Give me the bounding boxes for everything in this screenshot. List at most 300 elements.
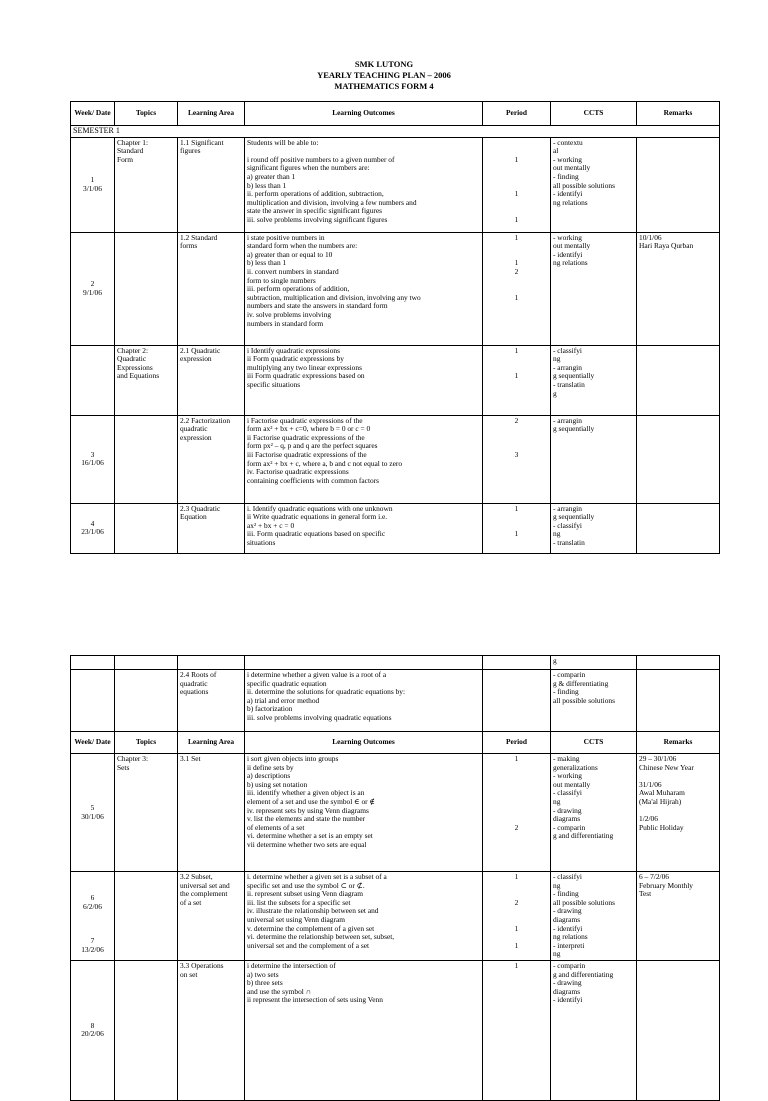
remarks-cell bbox=[637, 656, 720, 670]
cell-line bbox=[73, 929, 112, 938]
col-learning-area: Learning Area bbox=[178, 732, 245, 754]
cell-line: generalizations bbox=[553, 763, 598, 772]
week-cell bbox=[71, 415, 115, 503]
cell-line: - identifyi bbox=[553, 190, 583, 199]
cell-line: - translatin bbox=[553, 538, 585, 547]
learning-outcomes-cell bbox=[245, 872, 483, 961]
cell-line: ng bbox=[553, 530, 561, 539]
cell-line: - classifyi bbox=[553, 873, 582, 881]
cell-line: iii. list the subsets for a specific set bbox=[247, 898, 351, 907]
cell-line: 20/2/06 bbox=[81, 1030, 104, 1039]
remarks-cell bbox=[637, 503, 720, 553]
cell-line: 9/1/06 bbox=[83, 288, 102, 297]
learning-area-cell bbox=[178, 137, 245, 232]
cell-line: a) trial and error method bbox=[247, 696, 320, 705]
cell-line: diagrams bbox=[553, 915, 581, 924]
cell-line: - finding bbox=[553, 172, 579, 181]
cell-line: i. Identify quadratic equations with one unknown bbox=[247, 504, 393, 513]
learning-outcomes-cell bbox=[245, 656, 483, 670]
cell-line bbox=[485, 522, 548, 531]
col-topics: Topics bbox=[115, 102, 178, 126]
table-row bbox=[71, 754, 720, 872]
cell-line: iv. illustrate the relationship between set and bbox=[247, 907, 379, 916]
ccts-cell bbox=[551, 670, 637, 732]
cell-line: Public Holiday bbox=[639, 823, 684, 832]
cell-line: 6/2/06 bbox=[83, 903, 102, 912]
learning-area-cell bbox=[178, 656, 245, 670]
ccts-cell bbox=[551, 232, 637, 345]
cell-line: 10/1/06 bbox=[639, 233, 662, 242]
learning-area-cell bbox=[178, 670, 245, 732]
cell-line: g bbox=[553, 657, 557, 665]
cell-line: state the answer in specific significant figures bbox=[247, 207, 383, 216]
cell-line bbox=[485, 933, 548, 942]
cell-line bbox=[485, 277, 548, 286]
ccts-cell bbox=[551, 503, 637, 553]
cell-line: - arrangin bbox=[553, 416, 582, 425]
cell-line bbox=[73, 912, 112, 921]
cell-line: the complement bbox=[180, 890, 228, 899]
cell-line: 2 bbox=[514, 898, 519, 907]
cell-line: 6 – 7/2/06 bbox=[639, 873, 669, 881]
cell-line: form px² – q, p and q are the perfect squares bbox=[247, 442, 378, 451]
cell-line: ii represent the intersection of sets using Venn bbox=[247, 996, 383, 1005]
ccts-cell bbox=[551, 137, 637, 232]
learning-outcomes-cell bbox=[245, 503, 483, 553]
cell-line: g & differentiating bbox=[553, 679, 609, 688]
cell-line bbox=[485, 425, 548, 434]
cell-line bbox=[485, 164, 548, 173]
cell-line: ii. perform operations of addition, subtraction, bbox=[247, 190, 384, 199]
learning-outcomes-cell bbox=[245, 960, 483, 1100]
cell-line: form to single numbers bbox=[247, 276, 316, 285]
cell-line: subtraction, multiplication and division, involving any two bbox=[247, 293, 421, 302]
cell-line: g bbox=[553, 389, 557, 398]
cell-line: - comparin bbox=[553, 823, 586, 832]
learning-area-cell bbox=[178, 503, 245, 553]
cell-line: iv. solve problems involving bbox=[247, 310, 332, 319]
cell-line: specific set and use the symbol ⊂ or ⊄. bbox=[247, 881, 365, 890]
cell-line bbox=[485, 789, 548, 798]
learning-area-cell bbox=[178, 754, 245, 872]
cell-line: and Equations bbox=[117, 372, 160, 381]
cell-line: universal set using Venn diagram bbox=[247, 915, 345, 924]
cell-line: i sort given objects into groups bbox=[247, 755, 339, 763]
cell-line: iii. solve problems involving quadratic equations bbox=[247, 713, 392, 722]
cell-line: out mentally bbox=[553, 780, 591, 789]
cell-line: g sequentially bbox=[553, 425, 595, 434]
cell-line: 1 bbox=[514, 215, 519, 224]
cell-line: equations bbox=[180, 688, 209, 697]
cell-line bbox=[485, 434, 548, 443]
cell-line: g and differentiating bbox=[553, 970, 614, 979]
cell-line: i determine the intersection of bbox=[247, 961, 336, 970]
cell-line: ng relations bbox=[553, 259, 588, 268]
cell-line: Awal Muharam bbox=[639, 789, 685, 798]
cell-line: ii. represent subset using Venn diagram bbox=[247, 890, 364, 899]
cell-line: 1 bbox=[514, 259, 519, 268]
table-row bbox=[71, 656, 720, 670]
learning-outcomes-cell bbox=[245, 232, 483, 345]
period-cell bbox=[483, 960, 551, 1100]
period-cell bbox=[483, 503, 551, 553]
cell-line: 3 bbox=[90, 450, 95, 459]
cell-line: significant figures when the numbers are: bbox=[247, 164, 370, 173]
ccts-cell bbox=[551, 960, 637, 1100]
cell-line: - finding bbox=[553, 890, 579, 899]
cell-line: of a set bbox=[180, 898, 202, 907]
week-cell bbox=[71, 503, 115, 553]
cell-line: b) three sets bbox=[247, 979, 283, 988]
cell-line: 1 bbox=[514, 155, 519, 164]
cell-line: 1 bbox=[514, 755, 519, 763]
col-week: Week/ Date bbox=[71, 102, 115, 126]
cell-line: g sequentially bbox=[553, 372, 595, 381]
cell-line: 1 bbox=[514, 346, 519, 355]
cell-line: vi. determine the relationship between set, subset, bbox=[247, 933, 395, 942]
ccts-cell bbox=[551, 415, 637, 503]
cell-line: Chapter 3: bbox=[117, 755, 148, 763]
cell-line: - working bbox=[553, 233, 582, 242]
ccts-cell bbox=[551, 754, 637, 872]
cell-line: Quadratic bbox=[117, 355, 147, 364]
topic-cell bbox=[115, 872, 178, 961]
cell-line: 1.1 Significant bbox=[180, 138, 224, 147]
cell-line: - drawing bbox=[553, 979, 582, 988]
cell-line: - drawing bbox=[553, 806, 582, 815]
cell-line bbox=[485, 251, 548, 260]
cell-line: 2.4 Roots of bbox=[180, 671, 217, 679]
topic-cell bbox=[115, 960, 178, 1100]
cell-line bbox=[485, 781, 548, 790]
cell-line bbox=[639, 807, 717, 816]
cell-line bbox=[73, 920, 112, 929]
cell-line: i state positive numbers in bbox=[247, 233, 325, 242]
cell-line: 1 bbox=[514, 530, 519, 539]
cell-line: ng bbox=[553, 797, 561, 806]
cell-line: 1 bbox=[90, 176, 95, 184]
cell-line: specific situations bbox=[247, 380, 301, 389]
cell-line: 1 bbox=[514, 233, 519, 242]
topic-cell bbox=[115, 415, 178, 503]
remarks-cell bbox=[637, 960, 720, 1100]
cell-line: Chapter 2: bbox=[117, 346, 148, 355]
topic-cell bbox=[115, 670, 178, 732]
learning-area-cell bbox=[178, 345, 245, 415]
table-row bbox=[71, 960, 720, 1100]
learning-outcomes-cell bbox=[245, 670, 483, 732]
cell-line: forms bbox=[180, 242, 198, 251]
cell-line: 30/1/06 bbox=[81, 812, 104, 821]
cell-line: 1.2 Standard bbox=[180, 233, 218, 242]
cell-line: ax² + bx + c = 0 bbox=[247, 521, 295, 530]
cell-line bbox=[247, 147, 480, 156]
cell-line: universal set and the complement of a set bbox=[247, 941, 370, 950]
remarks-cell bbox=[637, 754, 720, 872]
cell-line bbox=[73, 886, 112, 895]
cell-line bbox=[485, 173, 548, 182]
remarks-cell bbox=[637, 137, 720, 232]
cell-line bbox=[485, 147, 548, 156]
cell-line: situations bbox=[247, 538, 276, 547]
cell-line: quadratic bbox=[180, 679, 208, 688]
cell-line: specific quadratic equation bbox=[247, 679, 327, 688]
cell-line: - classifyi bbox=[553, 346, 582, 355]
col-learning-outcomes: Learning Outcomes bbox=[245, 102, 483, 126]
cell-line bbox=[639, 772, 717, 781]
cell-line: all possible solutions bbox=[553, 898, 616, 907]
week-cell bbox=[71, 137, 115, 232]
cell-line: 4 bbox=[90, 519, 95, 528]
cell-line: 13/2/06 bbox=[81, 946, 104, 955]
learning-area-cell bbox=[178, 960, 245, 1100]
cell-line: Test bbox=[639, 890, 652, 899]
cell-line: 1 bbox=[514, 941, 519, 950]
cell-line: February Monthly bbox=[639, 881, 693, 890]
cell-line: Expressions bbox=[117, 363, 153, 372]
cell-line: - finding bbox=[553, 688, 579, 697]
period-cell bbox=[483, 137, 551, 232]
week-cell bbox=[71, 656, 115, 670]
cell-line: - classifyi bbox=[553, 789, 582, 798]
table-row bbox=[71, 872, 720, 961]
cell-line: - identifyi bbox=[553, 250, 583, 259]
subject-title: MATHEMATICS FORM 4 bbox=[334, 81, 434, 91]
col-learning-area: Learning Area bbox=[178, 102, 245, 126]
cell-line: of elements of a set bbox=[247, 823, 305, 832]
cell-line bbox=[485, 442, 548, 451]
cell-line: 1 bbox=[514, 961, 519, 970]
cell-line: - interpreti bbox=[553, 941, 585, 950]
cell-line: ii Write quadratic equations in general form i.e. bbox=[247, 513, 388, 522]
cell-line: Equation bbox=[180, 513, 207, 522]
cell-line: diagrams bbox=[553, 815, 581, 824]
cell-line: 2 bbox=[514, 267, 519, 276]
period-cell bbox=[483, 656, 551, 670]
cell-line: - working bbox=[553, 772, 582, 781]
learning-area-cell bbox=[178, 232, 245, 345]
cell-line: ng relations bbox=[553, 198, 588, 207]
cell-line: a) greater than or equal to 10 bbox=[247, 250, 333, 259]
cell-line bbox=[485, 764, 548, 773]
cell-line: 2 bbox=[514, 416, 519, 425]
cell-line: b) less than 1 bbox=[247, 259, 287, 268]
cell-line: 6 bbox=[90, 894, 95, 903]
cell-line: i determine whether a given value is a root of a bbox=[247, 671, 387, 679]
cell-line: i Factorise quadratic expressions of the bbox=[247, 416, 363, 425]
cell-line bbox=[485, 772, 548, 781]
cell-line: Sets bbox=[117, 763, 130, 772]
col-learning-outcomes: Learning Outcomes bbox=[245, 732, 483, 754]
cell-line: expression bbox=[180, 355, 212, 364]
cell-line: 2 bbox=[514, 823, 519, 832]
topic-cell bbox=[115, 503, 178, 553]
cell-line bbox=[485, 242, 548, 251]
cell-line: i Identify quadratic expressions bbox=[247, 346, 340, 355]
col-period: Period bbox=[483, 102, 551, 126]
cell-line: ii Form quadratic expressions by bbox=[247, 355, 344, 364]
col-period: Period bbox=[483, 732, 551, 754]
cell-line: iv. Factorise quadratic expressions bbox=[247, 468, 349, 477]
cell-line: ng bbox=[553, 355, 561, 364]
cell-line: - arrangin bbox=[553, 363, 582, 372]
week-cell bbox=[71, 670, 115, 732]
cell-line: - contextu bbox=[553, 138, 583, 147]
cell-line: multiplication and division, involving a few numbers and bbox=[247, 198, 417, 207]
cell-line: a) greater than 1 bbox=[247, 172, 296, 181]
cell-line: (Ma'al Hijrah) bbox=[639, 797, 682, 806]
learning-outcomes-cell bbox=[245, 754, 483, 872]
cell-line: 1 bbox=[514, 190, 519, 199]
cell-line: on set bbox=[180, 970, 198, 979]
cell-line: - arrangin bbox=[553, 504, 582, 513]
cell-line: v. list the elements and state the number bbox=[247, 815, 366, 824]
cell-line: v. determine the complement of a given set bbox=[247, 924, 375, 933]
cell-line bbox=[73, 877, 112, 886]
ccts-cell bbox=[551, 345, 637, 415]
learning-outcomes-cell bbox=[245, 137, 483, 232]
cell-line: ng bbox=[553, 881, 561, 890]
plan-title: YEARLY TEACHING PLAN – 2006 bbox=[317, 70, 451, 80]
period-cell bbox=[483, 415, 551, 503]
cell-line: Students will be able to: bbox=[247, 138, 319, 147]
cell-line: a) two sets bbox=[247, 970, 279, 979]
remarks-cell bbox=[637, 232, 720, 345]
cell-line: 16/1/06 bbox=[81, 459, 104, 468]
col-remarks: Remarks bbox=[637, 732, 720, 754]
cell-line: 1 bbox=[514, 924, 519, 933]
table-row bbox=[71, 670, 720, 732]
cell-line: - classifyi bbox=[553, 521, 582, 530]
cell-line: ng relations bbox=[553, 933, 588, 942]
cell-line: 3 bbox=[514, 450, 519, 459]
cell-line: form ax² + bx + c=0, where b = 0 or c = 0 bbox=[247, 425, 371, 434]
cell-line: diagrams bbox=[553, 987, 581, 996]
cell-line: b) using set notation bbox=[247, 780, 308, 789]
topic-cell bbox=[115, 232, 178, 345]
cell-line: quadratic bbox=[180, 425, 208, 434]
cell-line: 31/1/06 bbox=[639, 780, 662, 789]
learning-outcomes-cell bbox=[245, 345, 483, 415]
cell-line: - working bbox=[553, 155, 582, 164]
ccts-cell bbox=[551, 872, 637, 961]
header-row bbox=[71, 102, 720, 126]
cell-line: Hari Raya Qurban bbox=[639, 242, 694, 251]
cell-line bbox=[485, 364, 548, 373]
cell-line bbox=[485, 199, 548, 208]
cell-line: b) less than 1 bbox=[247, 181, 287, 190]
week-cell bbox=[71, 345, 115, 415]
cell-line: 1 bbox=[514, 873, 519, 881]
cell-line: ii define sets by bbox=[247, 763, 294, 772]
week-cell bbox=[71, 754, 115, 872]
ccts-cell bbox=[551, 656, 637, 670]
cell-line: out mentally bbox=[553, 242, 591, 251]
cell-line: 3.3 Operations bbox=[180, 961, 224, 970]
cell-line: ng bbox=[553, 950, 561, 959]
cell-line: 5 bbox=[90, 803, 95, 812]
table-row bbox=[71, 137, 720, 232]
cell-line: 2.3 Quadratic bbox=[180, 504, 221, 513]
cell-line: - translatin bbox=[553, 380, 585, 389]
school-name: SMK LUTONG bbox=[354, 59, 414, 69]
cell-line: vi. determine whether a set is an empty set bbox=[247, 832, 373, 841]
period-cell bbox=[483, 872, 551, 961]
topic-cell bbox=[115, 754, 178, 872]
week-cell bbox=[71, 960, 115, 1100]
cell-line: 1 bbox=[514, 504, 519, 513]
period-cell bbox=[483, 670, 551, 732]
cell-line: standard form when the numbers are: bbox=[247, 242, 358, 251]
col-ccts: CCTS bbox=[551, 732, 637, 754]
remarks-cell bbox=[637, 345, 720, 415]
cell-line bbox=[485, 807, 548, 816]
cell-line: iv. represent sets by using Venn diagrams bbox=[247, 806, 369, 815]
table-row bbox=[71, 232, 720, 345]
col-topics: Topics bbox=[115, 732, 178, 754]
cell-line: 7 bbox=[90, 937, 95, 946]
cell-line: - drawing bbox=[553, 907, 582, 916]
teaching-plan-table-1 bbox=[70, 101, 720, 554]
cell-line bbox=[485, 355, 548, 364]
cell-line: numbers and state the answers in standard form bbox=[247, 302, 388, 311]
cell-line: i. determine whether a given set is a subset of a bbox=[247, 873, 387, 881]
cell-line bbox=[485, 798, 548, 807]
table-row bbox=[71, 503, 720, 553]
cell-line: - comparin bbox=[553, 961, 586, 970]
topic-cell bbox=[115, 345, 178, 415]
cell-line: figures bbox=[180, 147, 201, 156]
cell-line: i round off positive numbers to a given number of bbox=[247, 155, 395, 164]
table-row bbox=[71, 345, 720, 415]
cell-line: - identifyi bbox=[553, 924, 583, 933]
cell-line: 2.2 Factorization bbox=[180, 416, 231, 425]
cell-line: iii. solve problems involving significant figures bbox=[247, 215, 388, 224]
table-row bbox=[71, 415, 720, 503]
topic-cell bbox=[115, 137, 178, 232]
cell-line: expression bbox=[180, 433, 212, 442]
cell-line: 29 – 30/1/06 bbox=[639, 755, 677, 763]
cell-line: 3.2 Subset, bbox=[180, 873, 213, 881]
cell-line bbox=[485, 285, 548, 294]
topic-cell bbox=[115, 656, 178, 670]
col-remarks: Remarks bbox=[637, 102, 720, 126]
cell-line: containing coefficients with common factors bbox=[247, 476, 380, 485]
cell-line: 2 bbox=[90, 280, 95, 288]
cell-line: numbers in standard form bbox=[247, 319, 324, 328]
cell-line: 1/2/06 bbox=[639, 815, 658, 824]
header-row-repeat bbox=[71, 732, 720, 754]
cell-line: and use the symbol ∩ bbox=[247, 987, 312, 996]
cell-line: ii. determine the solutions for quadratic equations by: bbox=[247, 688, 406, 697]
cell-line bbox=[485, 182, 548, 191]
cell-line: out mentally bbox=[553, 164, 591, 173]
cell-line bbox=[485, 207, 548, 216]
cell-line: iii. identify whether a given object is an bbox=[247, 789, 365, 798]
cell-line: iii Factorise quadratic expressions of the bbox=[247, 450, 367, 459]
period-cell bbox=[483, 754, 551, 872]
cell-line: 8 bbox=[90, 1021, 95, 1030]
remarks-cell bbox=[637, 670, 720, 732]
cell-line: all possible solutions bbox=[553, 181, 616, 190]
cell-line: 1 bbox=[514, 293, 519, 302]
cell-line: b) factorization bbox=[247, 705, 293, 714]
cell-line: form ax² + bx + c, where a, b and c not equal to zero bbox=[247, 459, 403, 468]
teaching-plan-table-2 bbox=[70, 655, 720, 1101]
cell-line: all possible solutions bbox=[553, 696, 616, 705]
cell-line: Form bbox=[117, 155, 134, 164]
cell-line bbox=[485, 139, 548, 148]
